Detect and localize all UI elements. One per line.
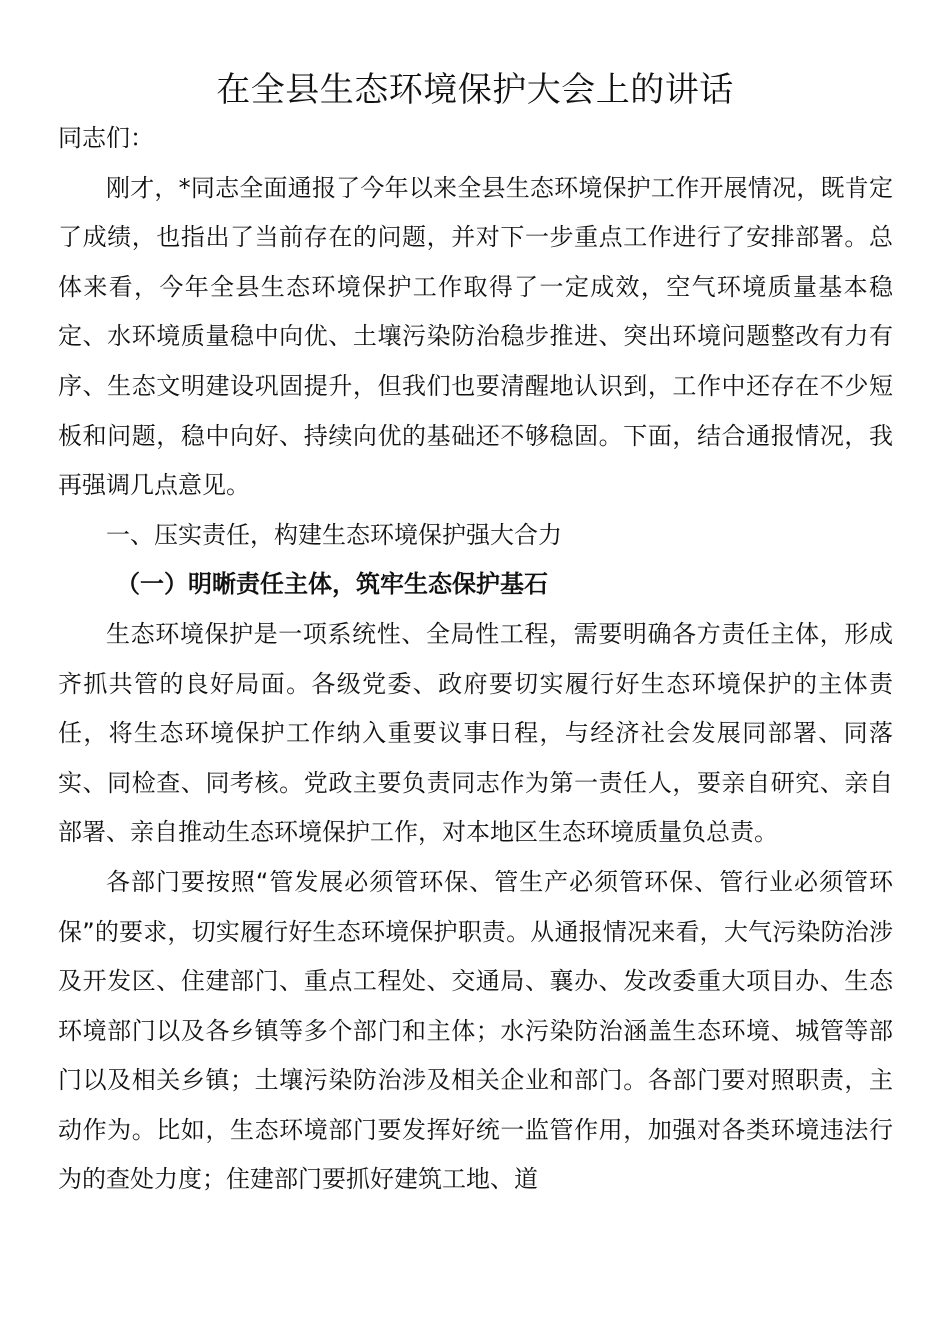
body-paragraph: 刚才，*同志全面通报了今年以来全县生态环境保护工作开展情况，既肯定了成绩，也指出了当前存在的问题，并对下一步重点工作进行了安排部署。总体来看，今年全县生态环境保护工作取得了一定成效，空气环境质量基本稳定、水环境质量稳中向优、土壤污染防治稳步推进、突出环境问题整改有力有序、生态文明建设巩固提升，但我们也要清醒地认识到，工作中还存在不少短板和问题，稳中向好、持续向优的基础还不够稳固。下面，结合通报情况，我再强调几点意见。 — [58, 173, 893, 500]
document-body — [58, 114, 893, 1205]
subsection-heading: （一）明晰责任主体，筑牢生态保护基石 — [116, 570, 548, 599]
body-paragraph: 各部门要按照“管发展必须管环保、管生产必须管环保、管行业必须管环保”的要求，切实履行好生态环境保护职责。从通报情况来看，大气污染防治涉及开发区、住建部门、重点工程处、交通局、襄办、发改委重大项目办、生态环境部门以及各乡镇等多个部门和主体；水污染防治涵盖生态环境、城管等部门以及相关乡镇；土壤污染防治涉及相关企业和部门。各部门要对照职责，主动作为。比如，生态环境部门要发挥好统一监管作用，加强对各类环境违法行为的查处力度；住建部门要抓好建筑工地、道 — [58, 867, 893, 1194]
section-heading-1: 一、压实责任，构建生态环境保护强大合力 — [106, 520, 562, 549]
body-paragraph: 生态环境保护是一项系统性、全局性工程，需要明确各方责任主体，形成齐抓共管的良好局面。各级党委、政府要切实履行好生态环境保护的主体责任，将生态环境保护工作纳入重要议事日程，与经济社会发展同部署、同落实、同检查、同考核。党政主要负责同志作为第一责任人，要亲自研究、亲自部署、亲自推动生态环境保护工作，对本地区生态环境质量负总责。 — [58, 619, 893, 847]
document-title: 在全县生态环境保护大会上的讲话 — [216, 70, 734, 110]
salutation: 同志们： — [58, 124, 154, 152]
